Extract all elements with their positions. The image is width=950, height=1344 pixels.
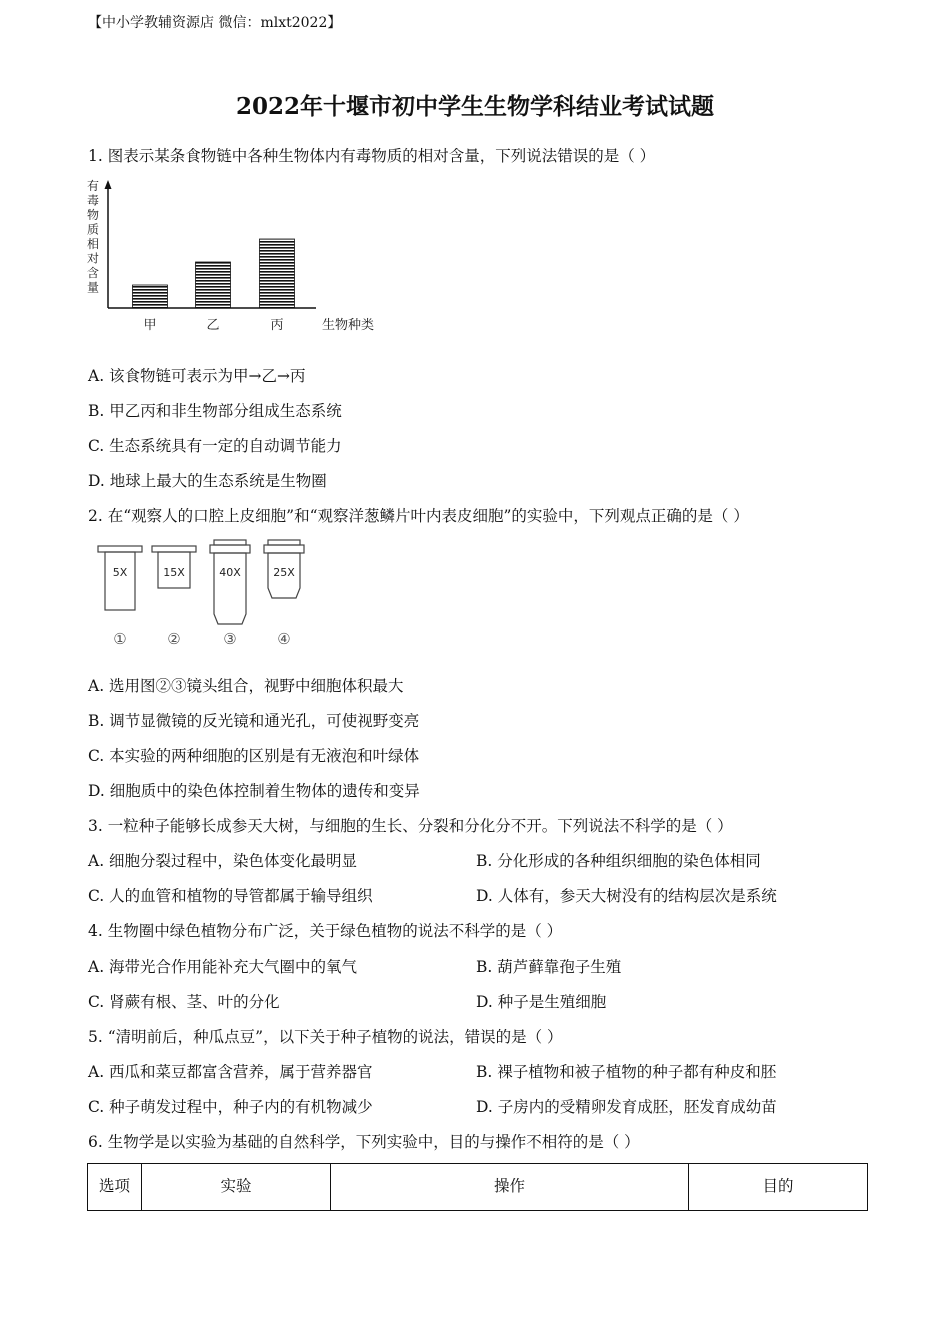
lens-2-number: ② xyxy=(167,630,181,648)
chart-ylabel-char: 相 xyxy=(87,237,100,251)
chart-bar-3 xyxy=(260,239,295,308)
y-axis-arrow xyxy=(105,180,112,189)
q6-table xyxy=(87,1163,868,1211)
chart-xlabel: 生物种类 xyxy=(322,318,375,333)
q2-lens-figure xyxy=(88,536,328,650)
q2-option-d: D. 细胞质中的染色体控制着生物体的遗传和变异 xyxy=(88,782,420,800)
table-header-row xyxy=(88,1164,868,1211)
chart-ylabel-char: 毒 xyxy=(87,193,100,208)
q1-bar-chart xyxy=(80,172,400,342)
q3-option-b: B. 分化形成的各种组织细胞的染色体相同 xyxy=(476,852,761,870)
q3-option-a: A. 细胞分裂过程中，染色体变化最明显 xyxy=(88,852,358,870)
q5-stem: 5. “清明前后，种瓜点豆”，以下关于种子植物的说法，错误的是（ ） xyxy=(88,1028,563,1046)
chart-xtick-2: 乙 xyxy=(206,318,220,333)
chart-ylabel-char: 含 xyxy=(87,266,100,280)
q5-option-b: B. 裸子植物和被子植物的种子都有种皮和胚 xyxy=(476,1063,777,1081)
q2-stem: 2. 在“观察人的口腔上皮细胞”和“观察洋葱鳞片叶内表皮细胞”的实验中，下列观点正确的是（ ） xyxy=(88,507,749,525)
q4-option-d: D. 种子是生殖细胞 xyxy=(476,993,607,1011)
chart-xtick-3: 丙 xyxy=(270,318,284,333)
q6-stem: 6. 生物学是以实验为基础的自然科学，下列实验中，目的与操作不相符的是（ ） xyxy=(88,1133,640,1151)
lens-2-label: 15X xyxy=(163,566,185,579)
lens-4-number: ④ xyxy=(277,630,291,648)
table-header-purpose: 目的 xyxy=(689,1164,868,1211)
chart-ylabel-char: 物 xyxy=(87,208,100,222)
lens-4-label: 25X xyxy=(273,566,295,579)
chart-ylabel-char: 对 xyxy=(87,251,100,266)
q2-option-b: B. 调节显微镜的反光镜和通光孔，可使视野变亮 xyxy=(88,712,420,730)
q3-stem: 3. 一粒种子能够长成参天大树，与细胞的生长、分裂和分化分不开。下列说法不科学的是（ ） xyxy=(88,817,733,835)
chart-ylabel-char: 质 xyxy=(87,222,100,237)
q3-option-c: C. 人的血管和植物的导管都属于输导组织 xyxy=(88,887,373,905)
chart-ylabel-char: 有 xyxy=(87,179,100,193)
lens-3-number: ③ xyxy=(223,630,237,648)
q4-option-c: C. 肾蕨有根、茎、叶的分化 xyxy=(88,993,280,1011)
lens-1-number: ① xyxy=(113,630,127,648)
chart-bar-1 xyxy=(133,285,168,308)
q4-option-a: A. 海带光合作用能补充大气圈中的氧气 xyxy=(88,958,358,976)
q1-option-a: A. 该食物链可表示为甲→乙→丙 xyxy=(88,367,306,385)
q1-option-b: B. 甲乙丙和非生物部分组成生态系统 xyxy=(88,402,342,420)
q5-option-c: C. 种子萌发过程中，种子内的有机物减少 xyxy=(88,1098,373,1116)
table-header-experiment: 实验 xyxy=(142,1164,331,1211)
q2-option-c: C. 本实验的两种细胞的区别是有无液泡和叶绿体 xyxy=(88,747,420,765)
page-header: 【中小学教辅资源店 微信：mlxt2022】 xyxy=(88,15,342,31)
q2-option-a: A. 选用图②③镜头组合，视野中细胞体积最大 xyxy=(88,677,404,695)
q1-option-d: D. 地球上最大的生态系统是生物圈 xyxy=(88,472,327,490)
chart-bar-2 xyxy=(196,262,231,308)
table-header-operation: 操作 xyxy=(331,1164,689,1211)
chart-ylabel xyxy=(87,179,99,295)
lens-1-label: 5X xyxy=(112,566,128,579)
q3-option-d: D. 人体有，参天大树没有的结构层次是系统 xyxy=(476,887,777,905)
q5-option-a: A. 西瓜和菜豆都富含营养，属于营养器官 xyxy=(88,1063,373,1081)
lens-3-label: 40X xyxy=(219,566,241,579)
page-title: 2022年十堰市初中学生生物学科结业考试试题 xyxy=(235,93,714,120)
q4-stem: 4. 生物圈中绿色植物分布广泛，关于绿色植物的说法不科学的是（ ） xyxy=(88,922,563,940)
q1-option-c: C. 生态系统具有一定的自动调节能力 xyxy=(88,437,342,455)
chart-ylabel-char: 量 xyxy=(87,280,100,295)
q5-option-d: D. 子房内的受精卵发育成胚，胚发育成幼苗 xyxy=(476,1098,777,1116)
q4-option-b: B. 葫芦藓靠孢子生殖 xyxy=(476,958,622,976)
chart-xtick-1: 甲 xyxy=(143,318,157,333)
lens-3-objective xyxy=(210,540,250,624)
table-header-option: 选项 xyxy=(88,1164,142,1211)
q1-stem: 1. 图表示某条食物链中各种生物体内有毒物质的相对含量，下列说法错误的是（ ） xyxy=(88,147,656,165)
